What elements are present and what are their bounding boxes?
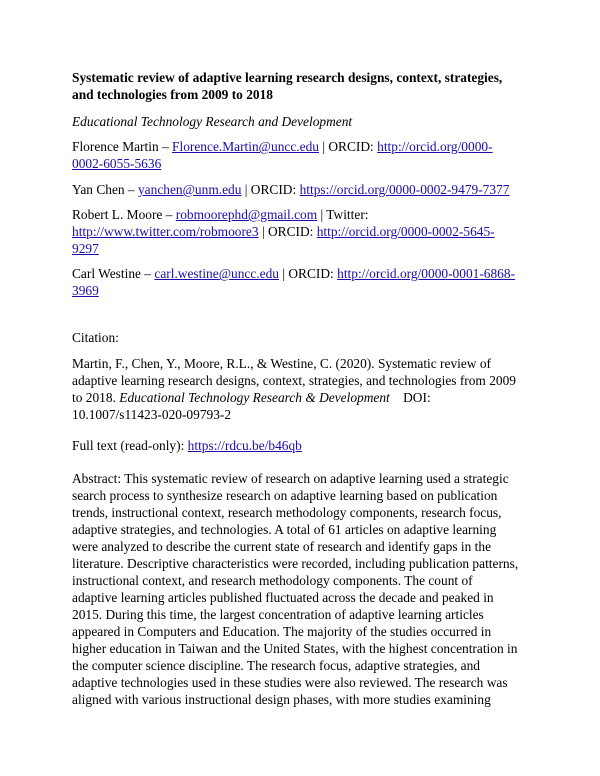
citation-label: Citation: — [72, 330, 119, 345]
author-westine-orcid-link[interactable]: http://orcid.org/0000-0001-6868- — [337, 266, 516, 281]
abstract-line: search process to synthesize research on adaptive learning based on publication — [72, 488, 498, 503]
author-westine-name: Carl Westine – — [72, 266, 152, 281]
author-moore-orcid-link[interactable]: http://orcid.org/0000-0002-5645- — [316, 224, 495, 239]
author-chen-email-link[interactable]: yanchen@unm.edu — [137, 182, 242, 197]
author-chen — [72, 181, 542, 198]
author-westine-orcid-link-cont[interactable]: 3969 — [72, 283, 99, 298]
paper-title-line-2: and technologies from 2009 to 2018 — [72, 87, 273, 102]
author-chen-name: Yan Chen – — [72, 182, 135, 197]
abstract — [72, 470, 542, 708]
citation-line-2: adaptive learning research designs, context, strategies, and technologies from 2009 — [72, 373, 516, 388]
author-martin-orcid-link-cont[interactable]: 0002-6055-5636 — [72, 156, 162, 171]
author-moore-twitter-label: | Twitter: — [320, 207, 369, 222]
author-westine — [72, 265, 542, 299]
abstract-line: were analyzed to describe the current state of research and identify gaps in the — [72, 539, 492, 554]
author-chen-orcid-link[interactable]: https://orcid.org/0000-0002-9479-7377 — [299, 182, 510, 197]
abstract-line: adaptive technologies used in these studies were also reviewed. The research was — [72, 675, 508, 690]
author-moore-email-link[interactable]: robmoorephd@gmail.com — [175, 207, 318, 222]
author-moore — [72, 206, 542, 257]
author-chen-orcid-label: | ORCID: — [244, 182, 297, 197]
abstract-line: trends, instructional context, research methodology components, research focus, — [72, 505, 502, 520]
author-martin — [72, 138, 542, 172]
paper-title-line-1: Systematic review of adaptive learning research designs, context, strategies, — [72, 70, 503, 85]
abstract-line: literature. Descriptive characteristics were recorded, including publication patterns, — [72, 556, 519, 571]
citation-journal: Educational Technology Research & Development — [119, 390, 390, 405]
journal-name: Educational Technology Research and Development — [72, 114, 353, 129]
citation-line-3-pre: to 2018. — [72, 390, 116, 405]
author-moore-name: Robert L. Moore – — [72, 207, 173, 222]
citation-text — [72, 355, 542, 423]
fulltext-label: Full text (read-only): — [72, 438, 185, 453]
author-westine-orcid-label: | ORCID: — [282, 266, 334, 281]
abstract-line: adaptive strategies, and technologies. A total of 61 articles on adaptive learning — [72, 522, 497, 537]
abstract-line: the computer science discipline. The research focus, adaptive strategies, and — [72, 658, 481, 673]
fulltext-link[interactable]: https://rdcu.be/b46qb — [187, 438, 302, 453]
author-martin-orcid-label: | ORCID: — [322, 139, 374, 154]
author-moore-twitter-link[interactable]: http://www.twitter.com/robmoore3 — [72, 224, 259, 239]
citation-doi-label: DOI: — [403, 390, 431, 405]
abstract-line: adaptive learning articles published fluctuated across the decade and peaked in — [72, 590, 494, 605]
abstract-line: Abstract: This systematic review of research on adaptive learning used a strategic — [72, 471, 509, 486]
author-moore-orcid-link-cont[interactable]: 9297 — [72, 241, 99, 256]
abstract-line: instructional context, and research methodology components. The count of — [72, 573, 473, 588]
citation-line-1: Martin, F., Chen, Y., Moore, R.L., & Westine, C. (2020). Systematic review of — [72, 356, 491, 371]
abstract-line: 2015. During this time, the largest concentration of adaptive learning articles — [72, 607, 484, 622]
abstract-line: appeared in Computers and Education. The majority of the studies occurred in — [72, 624, 492, 639]
author-martin-orcid-link[interactable]: http://orcid.org/0000- — [377, 139, 493, 154]
author-moore-orcid-label: | ORCID: — [261, 224, 314, 239]
paper-title — [72, 69, 542, 103]
author-westine-email-link[interactable]: carl.westine@uncc.edu — [154, 266, 279, 281]
citation-doi-value: 10.1007/s11423-020-09793-2 — [72, 407, 232, 422]
author-martin-name: Florence Martin – — [72, 139, 169, 154]
abstract-line: higher education in Taiwan and the United States, with the highest concentration in — [72, 641, 518, 656]
author-martin-email-link[interactable]: Florence.Martin@uncc.edu — [172, 139, 319, 154]
abstract-line: aligned with various instructional design phases, with more studies examining — [72, 692, 491, 707]
fulltext-line — [72, 437, 542, 454]
